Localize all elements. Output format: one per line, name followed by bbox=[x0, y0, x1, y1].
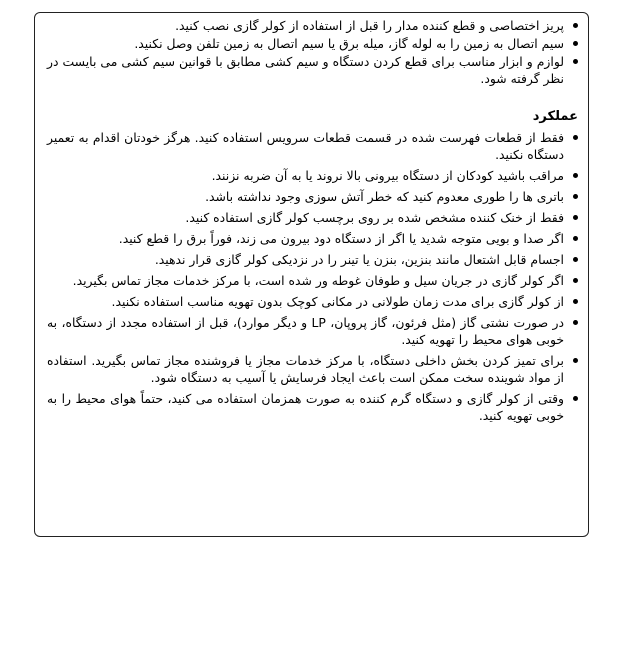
safety-notice-box bbox=[34, 12, 589, 537]
bullet-icon bbox=[573, 41, 578, 46]
list-item bbox=[47, 251, 578, 268]
list-item-text: لوازم و ابزار مناسب برای قطع کردن دستگاه و سیم کشی مطابق با قوانین سیم کشی می بایست در نظر گرفته شود. bbox=[47, 54, 564, 86]
bullet-icon bbox=[573, 320, 578, 325]
section-heading-operation: عملکرد bbox=[532, 109, 578, 124]
bullet-icon bbox=[573, 59, 578, 64]
list-item bbox=[47, 17, 578, 34]
general-safety-list bbox=[47, 17, 578, 87]
list-item-text: فقط از قطعات فهرست شده در قسمت قطعات سرویس استفاده کنید. هرگز خودتان اقدام به تعمیر دستگاه نکنید. bbox=[47, 130, 564, 162]
bullet-icon bbox=[573, 194, 578, 199]
list-item bbox=[47, 35, 578, 52]
list-item-text: برای تمیز کردن بخش داخلی دستگاه، با مرکز خدمات مجاز یا فروشنده مجاز تماس بگیرید. استفاده از مواد شوینده سخت ممکن است باعث ایجاد فرسایش یا آسیب به دستگاه شود. bbox=[47, 353, 564, 385]
list-item bbox=[47, 188, 578, 205]
bullet-icon bbox=[573, 23, 578, 28]
bullet-icon bbox=[573, 236, 578, 241]
list-item-text: وقتی از کولر گازی و دستگاه گرم کننده به صورت همزمان استفاده می کنید، حتماً هوای محیط را به خوبی تهویه کنید. bbox=[47, 391, 564, 423]
bullet-icon bbox=[573, 215, 578, 220]
list-item-text: مراقب باشید کودکان از دستگاه بیرونی بالا نروند یا به آن ضربه نزنند. bbox=[211, 168, 564, 183]
bullet-icon bbox=[573, 396, 578, 401]
list-item bbox=[47, 293, 578, 310]
list-item-text: باتری ها را طوری معدوم کنید که خطر آتش سوزی وجود نداشته باشد. bbox=[205, 189, 564, 204]
list-item-text: اجسام قابل اشتعال مانند بنزین، بنزن یا تینر را در نزدیکی کولر گازی قرار ندهید. bbox=[154, 252, 564, 267]
list-item bbox=[47, 167, 578, 184]
bullet-icon bbox=[573, 278, 578, 283]
bullet-icon bbox=[573, 299, 578, 304]
list-item-text: پریز اختصاصی و قطع کننده مدار را قبل از استفاده از کولر گازی نصب کنید. bbox=[175, 18, 564, 33]
list-item bbox=[47, 129, 578, 163]
bullet-icon bbox=[573, 173, 578, 178]
bullet-icon bbox=[573, 257, 578, 262]
list-item-text: اگر کولر گازی در جریان سیل و طوفان غوطه ور شده است، با مرکز خدمات مجاز تماس بگیرید. bbox=[72, 273, 564, 288]
list-item bbox=[47, 230, 578, 247]
bullet-icon bbox=[573, 358, 578, 363]
list-item bbox=[47, 53, 578, 87]
list-item-text: اگر صدا و بویی متوجه شدید یا اگر از دستگاه دود بیرون می زند، فوراً برق را قطع کنید. bbox=[118, 231, 564, 246]
list-item-text: فقط از خنک کننده مشخص شده بر روی برچسب کولر گازی استفاده کنید. bbox=[185, 210, 564, 225]
list-item bbox=[47, 314, 578, 348]
list-item-text: سیم اتصال به زمین را به لوله گاز، میله برق یا سیم اتصال به زمین تلفن وصل نکنید. bbox=[134, 36, 564, 51]
list-item bbox=[47, 272, 578, 289]
list-item-text: در صورت نشتی گاز (مثل فرئون، گاز پروپان، LP و دیگر موارد)، قبل از استفاده مجدد از دستگاه، به خوبی هوای محیط را تهویه کنید. bbox=[47, 315, 564, 347]
list-item bbox=[47, 209, 578, 226]
list-item bbox=[47, 352, 578, 386]
list-item bbox=[47, 390, 578, 424]
bullet-icon bbox=[573, 135, 578, 140]
operation-safety-list bbox=[47, 129, 578, 424]
list-item-text: از کولر گازی برای مدت زمان طولانی در مکانی کوچک بدون تهویه مناسب استفاده نکنید. bbox=[111, 294, 564, 309]
